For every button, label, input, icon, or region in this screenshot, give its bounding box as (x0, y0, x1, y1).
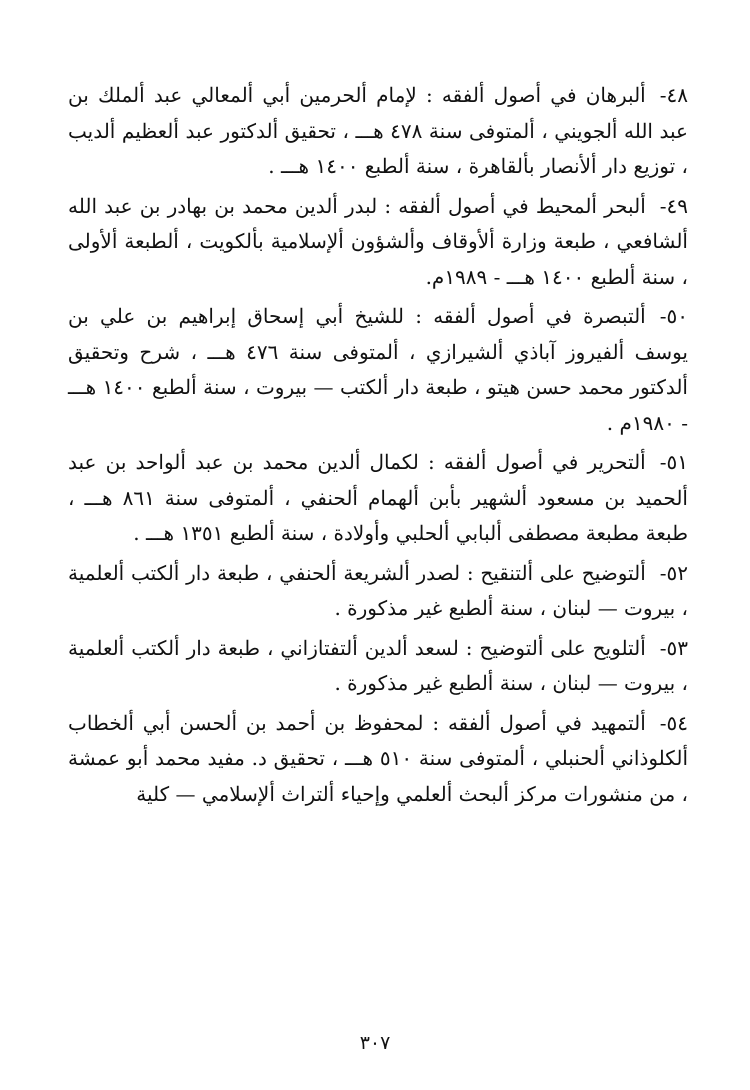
entry-number: ٤٨- (659, 83, 688, 107)
page-number: ٣٠٧ (359, 1032, 391, 1054)
bibliography-list (68, 78, 688, 816)
bibliography-entry-53 (68, 631, 688, 702)
entry-number: ٤٩- (659, 193, 688, 218)
entry-text: ألتمهيد في أصول ألفقه : لمحفوظ بن أحمد بن ألحسن أبي ألخطاب ألكلوذاني ألحنبلي ، ألمتوفى سنة ٥١٠ هـــ ، تحقيق د. مفيد محمد أبو عمشة ، من منشورات مركز ألبحث ألعلمي وإحياء ألتراث ألإسلامي — كلية (68, 710, 689, 806)
bibliography-entry-48 (68, 78, 688, 185)
entry-text: ألتوضيح على ألتنقيح : لصدر ألشريعة ألحنفي ، طبعة دار ألكتب ألعلمية ، بيروت — لبنان ، سنة ألطبع غير مذكورة . (68, 560, 688, 620)
entry-text: ألبحر ألمحيط في أصول ألفقه : لبدر ألدين محمد بن بهادر بن عبد الله ألشافعي ، طبعة وزارة ألأوقاف وألشؤون ألإسلامية بألكويت ، ألطبعة ألأولى ، سنة ألطبع ١٤٠٠ هـــ - ١٩٨٩م. (68, 193, 688, 289)
entry-text: ألتلويح على ألتوضيح : لسعد ألدين ألتفتازاني ، طبعة دار ألكتب ألعلمية ، بيروت — لبنان ، سنة ألطبع غير مذكورة . (68, 635, 688, 695)
entry-number: ٥١- (659, 450, 688, 474)
entry-number: ٥٣- (659, 635, 688, 660)
bibliography-entry-51 (68, 445, 688, 552)
entry-text: ألتحرير في أصول ألفقه : لكمال ألدين محمد بن عبد ألواحد بن عبد ألحميد بن مسعود ألشهير بأبن ألهمام ألحنفي ، ألمتوفى سنة ٨٦١ هـــ ، طبعة مطبعة مصطفى ألبابي ألحلبي وأولادة ، سنة ألطبع ١٣٥١ هـــ . (68, 450, 688, 545)
bibliography-entry-54 (68, 706, 688, 813)
bibliography-entry-50 (68, 299, 688, 441)
entry-number: ٥٢- (659, 560, 688, 585)
bibliography-entry-49 (68, 189, 688, 296)
entry-text: ألبرهان في أصول ألفقه : لإمام ألحرمين أبي ألمعالي عبد ألملك بن عبد الله ألجويني ، ألمتوفى سنة ٤٧٨ هـــ ، تحقيق ألدكتور عبد ألعظيم ألديب ، توزيع دار ألأنصار بألقاهرة ، سنة ألطبع ١٤٠٠ هـــ . (68, 83, 688, 178)
entry-number: ٥٠- (659, 304, 688, 328)
entry-number: ٥٤- (659, 710, 688, 735)
entry-text: ألتبصرة في أصول ألفقه : للشيخ أبي إسحاق إبراهيم بن علي بن يوسف ألفيروز آباذي ألشيرازي ، ألمتوفى سنة ٤٧٦ هـــ ، شرح وتحقيق ألدكتور محمد حسن هيتو ، طبعة دار ألكتب — بيروت ، سنة ألطبع ١٤٠٠ هـــ - ١٩٨٠م . (68, 304, 688, 435)
bibliography-entry-52 (68, 556, 688, 627)
